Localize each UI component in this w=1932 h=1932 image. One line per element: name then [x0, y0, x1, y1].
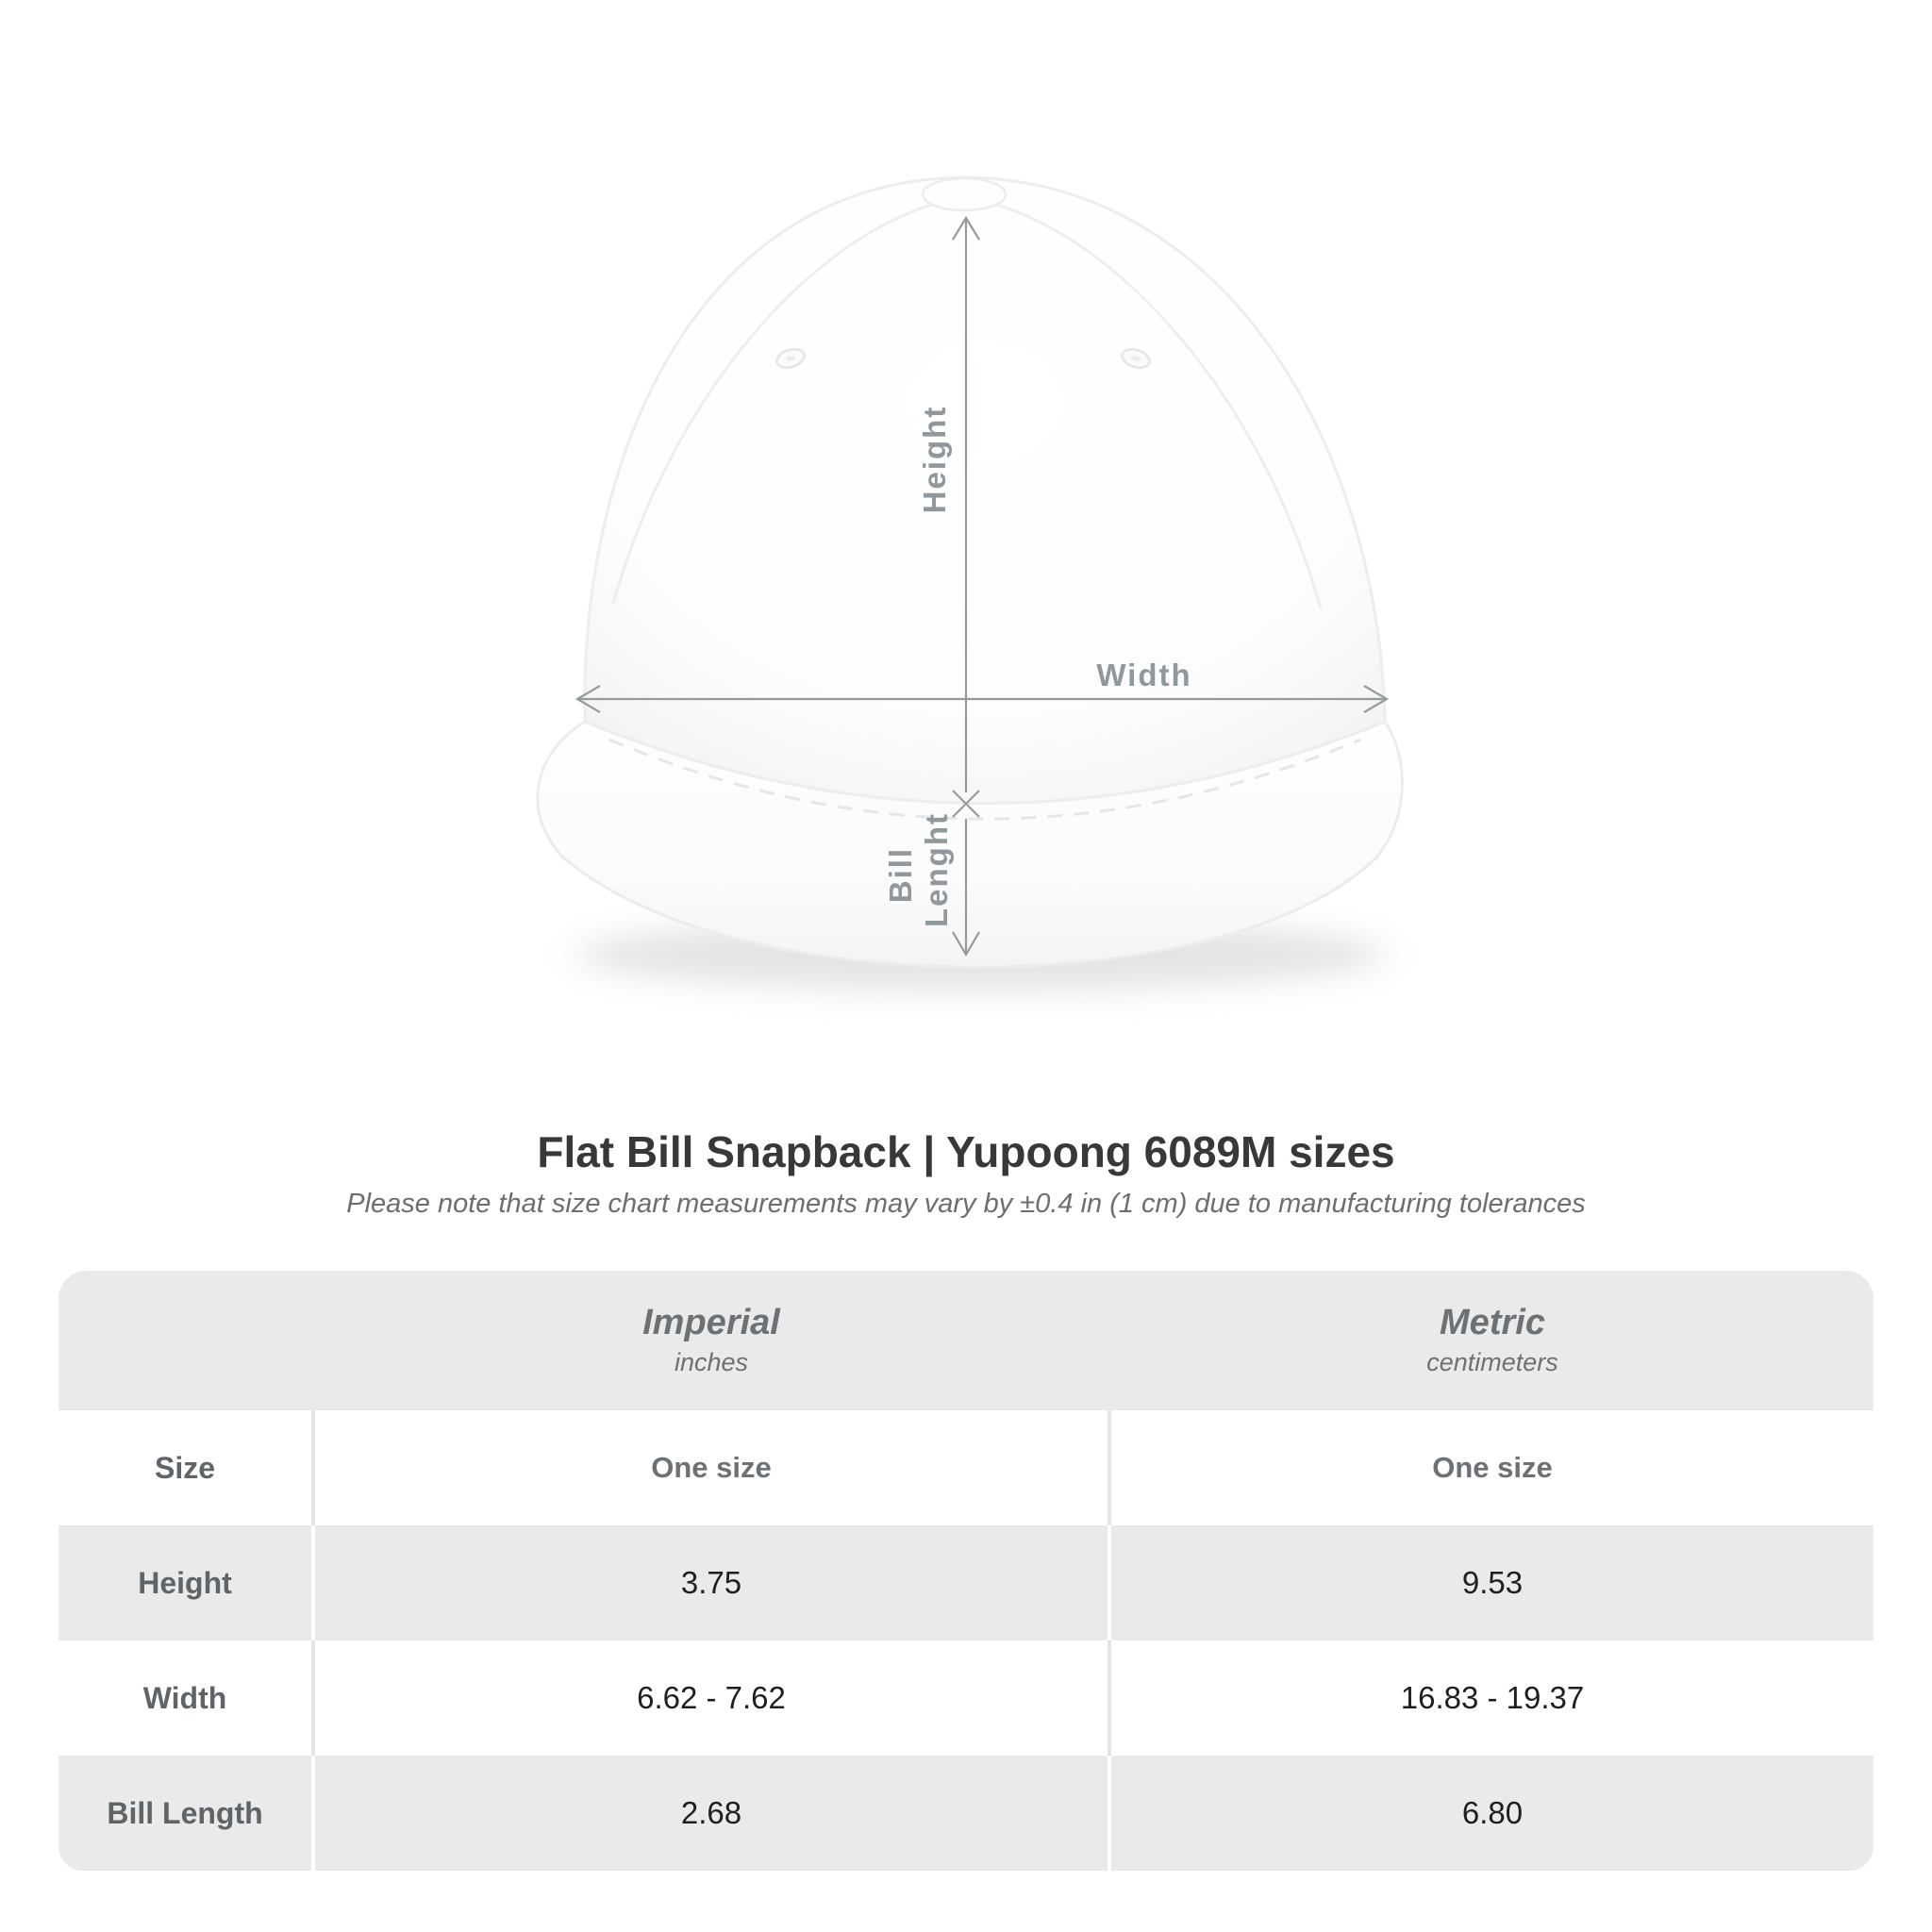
hat-crown: [585, 177, 1385, 804]
row-label: Width: [142, 1680, 227, 1715]
row-label: Size: [154, 1450, 216, 1485]
header-metric: [1111, 1304, 1874, 1376]
cell-metric: 16.83 - 19.37: [1400, 1680, 1585, 1715]
table-header: [58, 1271, 1874, 1410]
cell-metric: 6.80: [1111, 1756, 1874, 1871]
table-row-height: [58, 1525, 1874, 1641]
header-imperial-label: Imperial: [642, 1303, 780, 1343]
crown-button: [923, 178, 1006, 210]
table-row-width: [58, 1641, 1874, 1756]
cell-imperial: 2.68: [315, 1756, 1108, 1871]
width-label: Width: [1096, 658, 1192, 692]
page-subtitle: Please note that size chart measurements may vary by ±0.4 in (1 cm) due to manufacturing tolerances: [346, 1188, 1586, 1219]
cell-imperial: 6.62 - 7.62: [637, 1680, 786, 1715]
cell-imperial: 3.75: [315, 1525, 1108, 1641]
row-label: Bill Length: [58, 1756, 311, 1871]
header-imperial: [315, 1304, 1108, 1376]
row-label: Height: [58, 1525, 311, 1641]
table-row-size: [58, 1410, 1874, 1525]
header-imperial-unit: inches: [674, 1348, 749, 1377]
page-title: Flat Bill Snapback | Yupoong 6089M sizes: [537, 1127, 1395, 1176]
header-metric-label: Metric: [1440, 1303, 1545, 1343]
bill-length-label: Bill Lenght: [883, 812, 954, 927]
table-row-bill-length: [58, 1756, 1874, 1871]
height-label: Height: [917, 405, 952, 514]
cell-metric: 9.53: [1111, 1525, 1874, 1641]
header-metric-unit: centimeters: [1426, 1348, 1558, 1377]
cell-metric: One size: [1432, 1451, 1553, 1484]
size-table: [58, 1271, 1874, 1871]
cell-imperial: One size: [651, 1451, 772, 1484]
heading-block: [0, 1128, 1932, 1220]
